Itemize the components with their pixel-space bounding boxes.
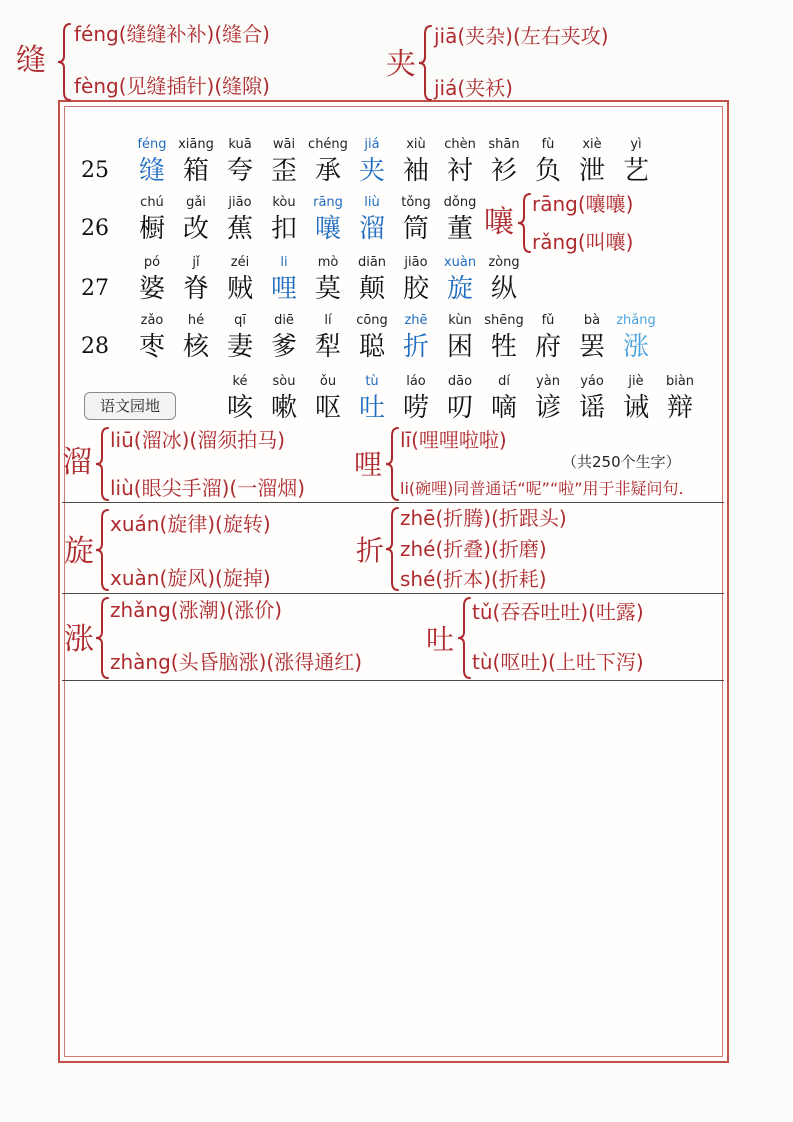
hanzi: 府 bbox=[534, 332, 561, 362]
pinyin: jiāo bbox=[228, 195, 252, 210]
annotation-reading: jiá(夹袄) bbox=[434, 76, 513, 100]
pinyin: cōng bbox=[356, 313, 388, 328]
char-cell bbox=[612, 137, 660, 186]
char-cell bbox=[348, 374, 396, 423]
char-cell bbox=[260, 137, 308, 186]
pinyin: zéi bbox=[230, 255, 250, 270]
hanzi: 艺 bbox=[622, 156, 649, 186]
char-cell bbox=[612, 313, 660, 362]
hanzi: 嘀 bbox=[490, 393, 517, 423]
annotation-reading: liù(眼尖手溜)(一溜烟) bbox=[110, 476, 305, 500]
char-cell bbox=[348, 137, 396, 186]
hanzi: 胶 bbox=[402, 274, 429, 304]
pinyin: dǒng bbox=[443, 195, 477, 210]
pinyin: kùn bbox=[448, 313, 472, 328]
pinyin: pó bbox=[143, 255, 161, 270]
char-cell bbox=[128, 195, 176, 244]
hanzi: 哩 bbox=[270, 274, 297, 304]
hanzi: 袖 bbox=[402, 156, 429, 186]
row-number: 26 bbox=[81, 216, 109, 241]
hanzi: 聪 bbox=[358, 332, 385, 362]
char-cell bbox=[128, 137, 176, 186]
char-cell bbox=[216, 313, 264, 362]
pinyin: chú bbox=[140, 195, 164, 210]
rule-line bbox=[62, 593, 724, 594]
hanzi: 夹 bbox=[358, 156, 385, 186]
char-cell bbox=[612, 374, 660, 423]
garden-label: 语文园地 bbox=[84, 392, 176, 420]
pinyin: wāi bbox=[272, 137, 296, 152]
pinyin: xiù bbox=[406, 137, 426, 152]
char-cell bbox=[216, 195, 264, 244]
char-cell bbox=[172, 195, 220, 244]
hanzi: 衫 bbox=[490, 156, 517, 186]
brace bbox=[58, 24, 70, 100]
annotation-char-feng: 缝 bbox=[16, 43, 46, 78]
pinyin: qī bbox=[234, 313, 246, 328]
annotation-reading: rāng(嚷嚷) bbox=[532, 192, 634, 216]
char-cell bbox=[304, 137, 352, 186]
char-cell bbox=[216, 374, 264, 423]
rule-line bbox=[62, 502, 724, 503]
annotation-reading: zhē(折腾)(折跟头) bbox=[400, 506, 567, 530]
annotation-char-jia: 夹 bbox=[386, 47, 416, 82]
pinyin: kòu bbox=[272, 195, 296, 210]
hanzi: 辩 bbox=[666, 393, 693, 423]
annotation-char-rang: 嚷 bbox=[484, 205, 514, 240]
row-number: 27 bbox=[81, 276, 109, 301]
hanzi: 筒 bbox=[402, 214, 429, 244]
hanzi: 扣 bbox=[270, 214, 297, 244]
annotation-char-tu: 吐 bbox=[426, 623, 455, 656]
hanzi: 谣 bbox=[578, 393, 605, 423]
hanzi: 核 bbox=[182, 332, 209, 362]
char-cell bbox=[436, 374, 484, 423]
pinyin: rāng bbox=[313, 195, 343, 210]
char-cell bbox=[392, 255, 440, 304]
annotation-reading: tǔ(吞吞吐吐)(吐露) bbox=[472, 600, 644, 624]
pinyin: xiāng bbox=[178, 137, 214, 152]
pinyin: diān bbox=[357, 255, 387, 270]
char-cell bbox=[260, 195, 308, 244]
char-cell bbox=[260, 255, 308, 304]
pinyin: xuàn bbox=[443, 255, 477, 270]
char-cell bbox=[524, 313, 572, 362]
char-cell bbox=[480, 255, 528, 304]
pinyin: jiāo bbox=[404, 255, 428, 270]
char-cell bbox=[304, 255, 352, 304]
hanzi: 泄 bbox=[578, 156, 605, 186]
pinyin: jiè bbox=[628, 374, 644, 389]
pinyin: li bbox=[280, 255, 288, 270]
char-cell bbox=[172, 255, 220, 304]
hanzi: 溜 bbox=[358, 214, 385, 244]
pinyin: dāo bbox=[447, 374, 473, 389]
pinyin: bà bbox=[583, 313, 601, 328]
pinyin: chèn bbox=[444, 137, 476, 152]
hanzi: 牲 bbox=[490, 332, 517, 362]
pinyin: shēng bbox=[484, 313, 524, 328]
pinyin: fù bbox=[541, 137, 555, 152]
pinyin: xiè bbox=[582, 137, 602, 152]
annotation-char-liu: 溜 bbox=[62, 445, 92, 480]
char-cell bbox=[216, 255, 264, 304]
char-cell bbox=[436, 137, 484, 186]
hanzi: 董 bbox=[446, 214, 473, 244]
char-cell bbox=[568, 137, 616, 186]
char-cell bbox=[304, 195, 352, 244]
char-cell bbox=[304, 374, 352, 423]
hanzi: 困 bbox=[446, 332, 473, 362]
pinyin: diē bbox=[274, 313, 294, 328]
char-cell bbox=[436, 195, 484, 244]
pinyin: féng bbox=[137, 137, 167, 152]
pinyin: mò bbox=[317, 255, 339, 270]
hanzi: 咳 bbox=[226, 393, 253, 423]
hanzi: 颠 bbox=[358, 274, 385, 304]
hanzi: 承 bbox=[314, 156, 341, 186]
hanzi: 莫 bbox=[314, 274, 341, 304]
char-cell bbox=[392, 195, 440, 244]
total-count-note: （共250个生字） bbox=[562, 453, 681, 471]
annotation-reading: shé(折本)(折耗) bbox=[400, 567, 547, 591]
char-cell bbox=[392, 313, 440, 362]
hanzi: 歪 bbox=[270, 156, 297, 186]
annotation-reading: tù(呕吐)(上吐下泻) bbox=[472, 650, 644, 674]
annotation-reading: liū(溜冰)(溜须拍马) bbox=[110, 428, 285, 452]
pinyin: lí bbox=[324, 313, 332, 328]
pinyin: chéng bbox=[308, 137, 348, 152]
hanzi: 嚷 bbox=[314, 214, 341, 244]
pinyin: dí bbox=[498, 374, 510, 389]
char-cell bbox=[128, 313, 176, 362]
pinyin: liù bbox=[364, 195, 380, 210]
char-cell bbox=[568, 374, 616, 423]
hanzi: 枣 bbox=[138, 332, 165, 362]
rule-line bbox=[62, 680, 724, 681]
hanzi: 婆 bbox=[138, 274, 165, 304]
annotation-reading: xuán(旋律)(旋转) bbox=[110, 512, 271, 536]
char-cell bbox=[392, 374, 440, 423]
pinyin: láo bbox=[406, 374, 426, 389]
hanzi: 唠 bbox=[402, 393, 429, 423]
annotation-char-xuan: 旋 bbox=[64, 534, 94, 569]
hanzi: 脊 bbox=[182, 274, 209, 304]
char-cell bbox=[260, 313, 308, 362]
annotation-reading: xuàn(旋风)(旋掉) bbox=[110, 566, 271, 590]
pinyin: ǒu bbox=[319, 374, 337, 389]
hanzi: 嗽 bbox=[270, 393, 297, 423]
hanzi: 夸 bbox=[226, 156, 253, 186]
pinyin: hé bbox=[187, 313, 205, 328]
pinyin: ké bbox=[232, 374, 248, 389]
annotation-char-li: 哩 bbox=[354, 448, 383, 481]
hanzi: 负 bbox=[534, 156, 561, 186]
hanzi: 谚 bbox=[534, 393, 561, 423]
pinyin: tǒng bbox=[401, 195, 431, 210]
annotation-reading: féng(缝缝补补)(缝合) bbox=[74, 22, 270, 46]
pinyin: zhē bbox=[404, 313, 428, 328]
pinyin: jiá bbox=[364, 137, 380, 152]
pinyin: shān bbox=[488, 137, 520, 152]
char-cell bbox=[480, 313, 528, 362]
brace bbox=[419, 26, 431, 100]
char-cell bbox=[348, 255, 396, 304]
hanzi: 涨 bbox=[622, 332, 649, 362]
char-cell bbox=[260, 374, 308, 423]
annotation-char-zhe: 折 bbox=[356, 534, 385, 567]
char-cell bbox=[172, 137, 220, 186]
hanzi: 橱 bbox=[138, 214, 165, 244]
char-cell bbox=[524, 374, 572, 423]
char-cell bbox=[172, 313, 220, 362]
pinyin: jǐ bbox=[192, 255, 200, 270]
row-number: 25 bbox=[81, 158, 109, 183]
annotation-reading: zhé(折叠)(折磨) bbox=[400, 537, 547, 561]
pinyin: zòng bbox=[488, 255, 520, 270]
hanzi: 折 bbox=[402, 332, 429, 362]
pinyin: tù bbox=[365, 374, 379, 389]
pinyin: biàn bbox=[665, 374, 695, 389]
char-cell bbox=[348, 313, 396, 362]
hanzi: 蕉 bbox=[226, 214, 253, 244]
hanzi: 犁 bbox=[314, 332, 341, 362]
hanzi: 箱 bbox=[182, 156, 209, 186]
hanzi: 爹 bbox=[270, 332, 297, 362]
hanzi: 罢 bbox=[578, 332, 605, 362]
hanzi: 缝 bbox=[138, 156, 165, 186]
annotation-reading: zhǎng(涨潮)(涨价) bbox=[110, 598, 283, 622]
pinyin: zǎo bbox=[140, 313, 164, 328]
char-cell bbox=[436, 313, 484, 362]
pinyin: kuā bbox=[228, 137, 252, 152]
pinyin: gǎi bbox=[186, 195, 206, 210]
annotation-reading: rǎng(叫嚷) bbox=[532, 230, 634, 254]
hanzi: 纵 bbox=[490, 274, 517, 304]
annotation-reading: li(碗哩)同普通话“呢”“啦”用于非疑问句. bbox=[400, 479, 684, 498]
annotation-reading: lī(哩哩啦啦) bbox=[400, 428, 507, 452]
hanzi: 改 bbox=[182, 214, 209, 244]
char-cell bbox=[216, 137, 264, 186]
char-cell bbox=[480, 374, 528, 423]
char-cell bbox=[524, 137, 572, 186]
char-cell bbox=[128, 255, 176, 304]
pinyin: sòu bbox=[272, 374, 296, 389]
pinyin: fǔ bbox=[541, 313, 555, 328]
char-cell bbox=[348, 195, 396, 244]
hanzi: 贼 bbox=[226, 274, 253, 304]
char-cell bbox=[392, 137, 440, 186]
hanzi: 呕 bbox=[314, 393, 341, 423]
row-number: 28 bbox=[81, 334, 109, 359]
pinyin: yáo bbox=[580, 374, 604, 389]
hanzi: 诫 bbox=[622, 393, 649, 423]
pinyin: zhǎng bbox=[616, 313, 656, 328]
pinyin: yàn bbox=[536, 374, 560, 389]
char-cell bbox=[480, 137, 528, 186]
char-cell bbox=[436, 255, 484, 304]
hanzi: 衬 bbox=[446, 156, 473, 186]
annotation-reading: zhàng(头昏脑涨)(涨得通红) bbox=[110, 650, 363, 674]
hanzi: 旋 bbox=[446, 274, 473, 304]
annotation-reading: fèng(见缝插针)(缝隙) bbox=[74, 74, 270, 98]
annotation-reading: jiā(夹杂)(左右夹攻) bbox=[434, 24, 609, 48]
hanzi: 叨 bbox=[446, 393, 473, 423]
char-cell bbox=[656, 374, 704, 423]
char-cell bbox=[304, 313, 352, 362]
char-cell bbox=[568, 313, 616, 362]
pinyin: yì bbox=[630, 137, 642, 152]
annotation-char-zhang: 涨 bbox=[64, 622, 94, 657]
hanzi: 妻 bbox=[226, 332, 253, 362]
hanzi: 吐 bbox=[358, 393, 385, 423]
